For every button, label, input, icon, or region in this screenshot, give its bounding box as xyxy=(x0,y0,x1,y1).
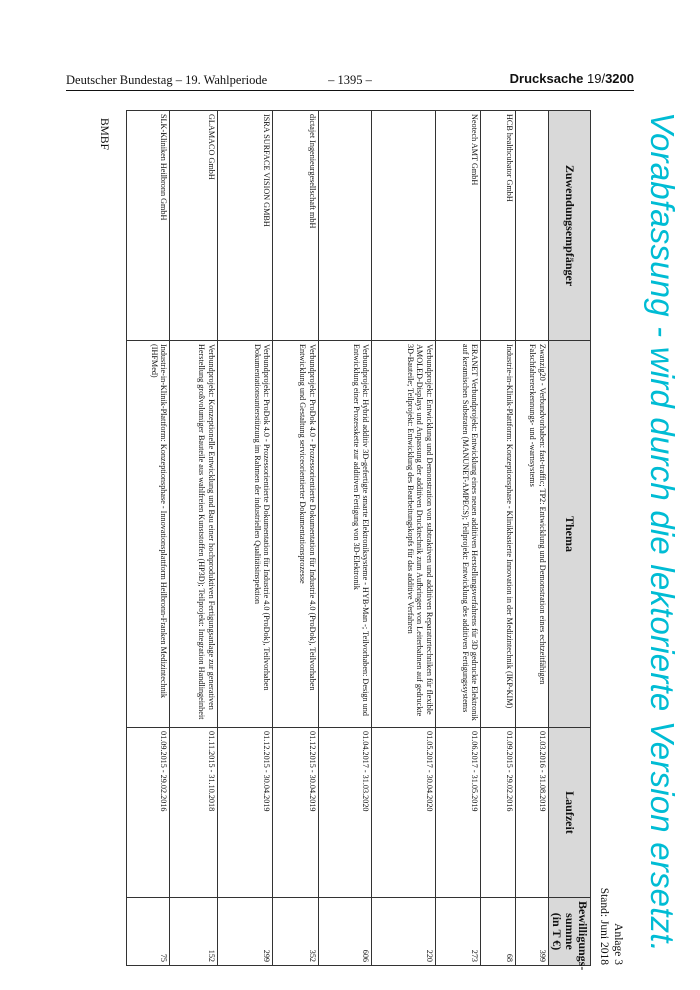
watermark xyxy=(636,112,688,953)
page-number: – 1395 – xyxy=(328,73,372,87)
recipient-cell: SLK-Kliniken Heilbronn GmbH xyxy=(127,111,170,341)
amount-cell: 299 xyxy=(217,898,273,966)
amount-cell: 399 xyxy=(515,898,548,966)
amount-cell: 68 xyxy=(481,898,515,966)
annex-block xyxy=(597,888,625,965)
table-row xyxy=(273,111,318,966)
table-row xyxy=(372,111,436,966)
recipient-cell xyxy=(372,111,436,341)
header-left: Deutscher Bundestag – 19. Wahlperiode xyxy=(66,73,268,87)
table-row xyxy=(170,111,217,966)
document-label: Drucksache xyxy=(509,71,584,86)
header-duration: Laufzeit xyxy=(549,728,591,898)
duration-cell: 01.05.2017 - 30.04.2020 xyxy=(372,728,436,898)
status-date: Stand: Juni 2018 xyxy=(598,887,610,965)
table-row xyxy=(127,111,170,966)
header-topic: Thema xyxy=(549,341,591,728)
table-row xyxy=(318,111,372,966)
header-amount xyxy=(549,898,591,971)
table-row xyxy=(481,111,515,966)
table-row xyxy=(217,111,273,966)
topic-cell: ERANET Verbundprojekt: Entwicklung eines neuen additiven Herstellungsverfahrens für 3D gedruckte Elektronik auf keramischen Substraten (MANUNET-AMPECS); Teilprojekt: Entwicklung des additiven Fertigungssystems xyxy=(435,341,480,728)
header-amount-line1: Bewilligungs- xyxy=(576,901,590,971)
header-rule xyxy=(66,90,634,91)
topic-cell: Verbundprojekt: Entwicklung und Demonstration von subtraktiven und additiven Reparaturtechniken für flexible AMOLED-Displays und Anpassung der additiven Drucktechnik zum Aufbringen von Leiterbahnen auf gedruckte 3D-Bauteile; Teilprojekt: Entwicklung des Bearbeitungskopfs für das additive Verfahren xyxy=(372,341,436,728)
amount-cell: 152 xyxy=(170,898,217,966)
table-header-row xyxy=(549,111,591,966)
recipient-cell: ISRA SURFACE VISION GMBH xyxy=(217,111,273,341)
grants-table xyxy=(126,110,591,971)
topic-cell: Verbundprojekt: ProDok 4.0 - Prozessorientierte Dokumentation für Industrie 4.0 (ProDok), Teilvorhaben Entwicklung und Gestaltung serviceorientierter Dokumentationsprozesse xyxy=(273,341,318,728)
duration-cell: 01.04.2017 - 31.03.2020 xyxy=(318,728,372,898)
topic-cell: Industrie-in-Klinik-Plattform: Konzeptionsphase - Innovationsplattform Heilbronn-Franken Medizintechnik (IHFMed) xyxy=(127,341,170,728)
duration-cell: 01.06.2017 - 31.05.2019 xyxy=(435,728,480,898)
amount-cell: 273 xyxy=(435,898,480,966)
watermark-text: Vorabfassung - wird durch die lektorierte Version ersetzt. xyxy=(644,112,681,953)
document-number-bold: 3200 xyxy=(605,71,634,86)
duration-cell: 01.09.2015 - 29.02.2016 xyxy=(481,728,515,898)
page-header xyxy=(66,71,634,89)
table-row xyxy=(435,111,480,966)
duration-cell: 01.12.2015 - 30.04.2019 xyxy=(273,728,318,898)
topic-cell: Industrie-in-Klinik-Plattform: Konzeptionsphase - Klinikbasierte Innovation in der Medizintechnik (IKP-KIM) xyxy=(481,341,515,728)
recipient-cell: dictajet Ingenieurgesellschaft mbH xyxy=(273,111,318,341)
amount-cell: 352 xyxy=(273,898,318,966)
ministry-label: BMBF xyxy=(98,118,110,150)
duration-cell: 01.12.2015 - 30.04.2019 xyxy=(217,728,273,898)
recipient-cell xyxy=(318,111,372,341)
recipient-cell xyxy=(515,111,548,341)
rotated-page-content xyxy=(80,110,625,971)
amount-cell: 75 xyxy=(127,898,170,966)
annex-label: Anlage 3 xyxy=(612,923,624,965)
header-amount-line3: (in T €) xyxy=(550,912,564,951)
topic-cell: Verbundprojekt: Konzeptionelle Entwicklung und Bau einer hochproduktiven Fertigungsanlage zur generativen Herstellung großvolumiger Bauteile aus wahlfreien Kunststoffen (HP3D); Teilprojekt: Integration Handlingeinheit xyxy=(170,341,217,728)
amount-cell: 606 xyxy=(318,898,372,966)
duration-cell: 01.03.2016 - 31.08.2019 xyxy=(515,728,548,898)
topic-cell: Zwanzig20 - Verbundvorhaben: fast-traffic; TP2: Entwicklung und Demonstration eines echtzeitfähigen Falschfahrererkennungs- und -warnsystems xyxy=(515,341,548,728)
duration-cell: 01.09.2015 - 29.02.2016 xyxy=(127,728,170,898)
header-recipient: Zuwendungsempfänger xyxy=(549,111,591,341)
recipient-cell: Neotech AMT GmbH xyxy=(435,111,480,341)
duration-cell: 01.11.2015 - 31.10.2018 xyxy=(170,728,217,898)
header-amount-line2: summe xyxy=(563,913,577,950)
document-number-plain: 19/ xyxy=(587,71,606,86)
recipient-cell: HCB healthcubator GmbH xyxy=(481,111,515,341)
document-number xyxy=(510,71,634,86)
topic-cell: Verbundprojekt: ProDok 4.0 - Prozessorientierte Dokumentation für Industrie 4.0 (ProDok), Teilvorhaben Dokumentationsunterstützung im Rahmen der industriellen Qualitätsinspektion xyxy=(217,341,273,728)
table-row xyxy=(515,111,548,966)
amount-cell: 220 xyxy=(372,898,436,966)
topic-cell: Verbundprojekt: Hybrid additiv 3D-gefertigte smarte Elektroniksysteme - HYB-Man -; Teilvorhaben: Design und Entwicklung einer Prozesskette zur additiven Fertigung von 3D-Elektronik xyxy=(318,341,372,728)
recipient-cell: GLAMACO GmbH xyxy=(170,111,217,341)
landscape-content xyxy=(80,110,625,971)
